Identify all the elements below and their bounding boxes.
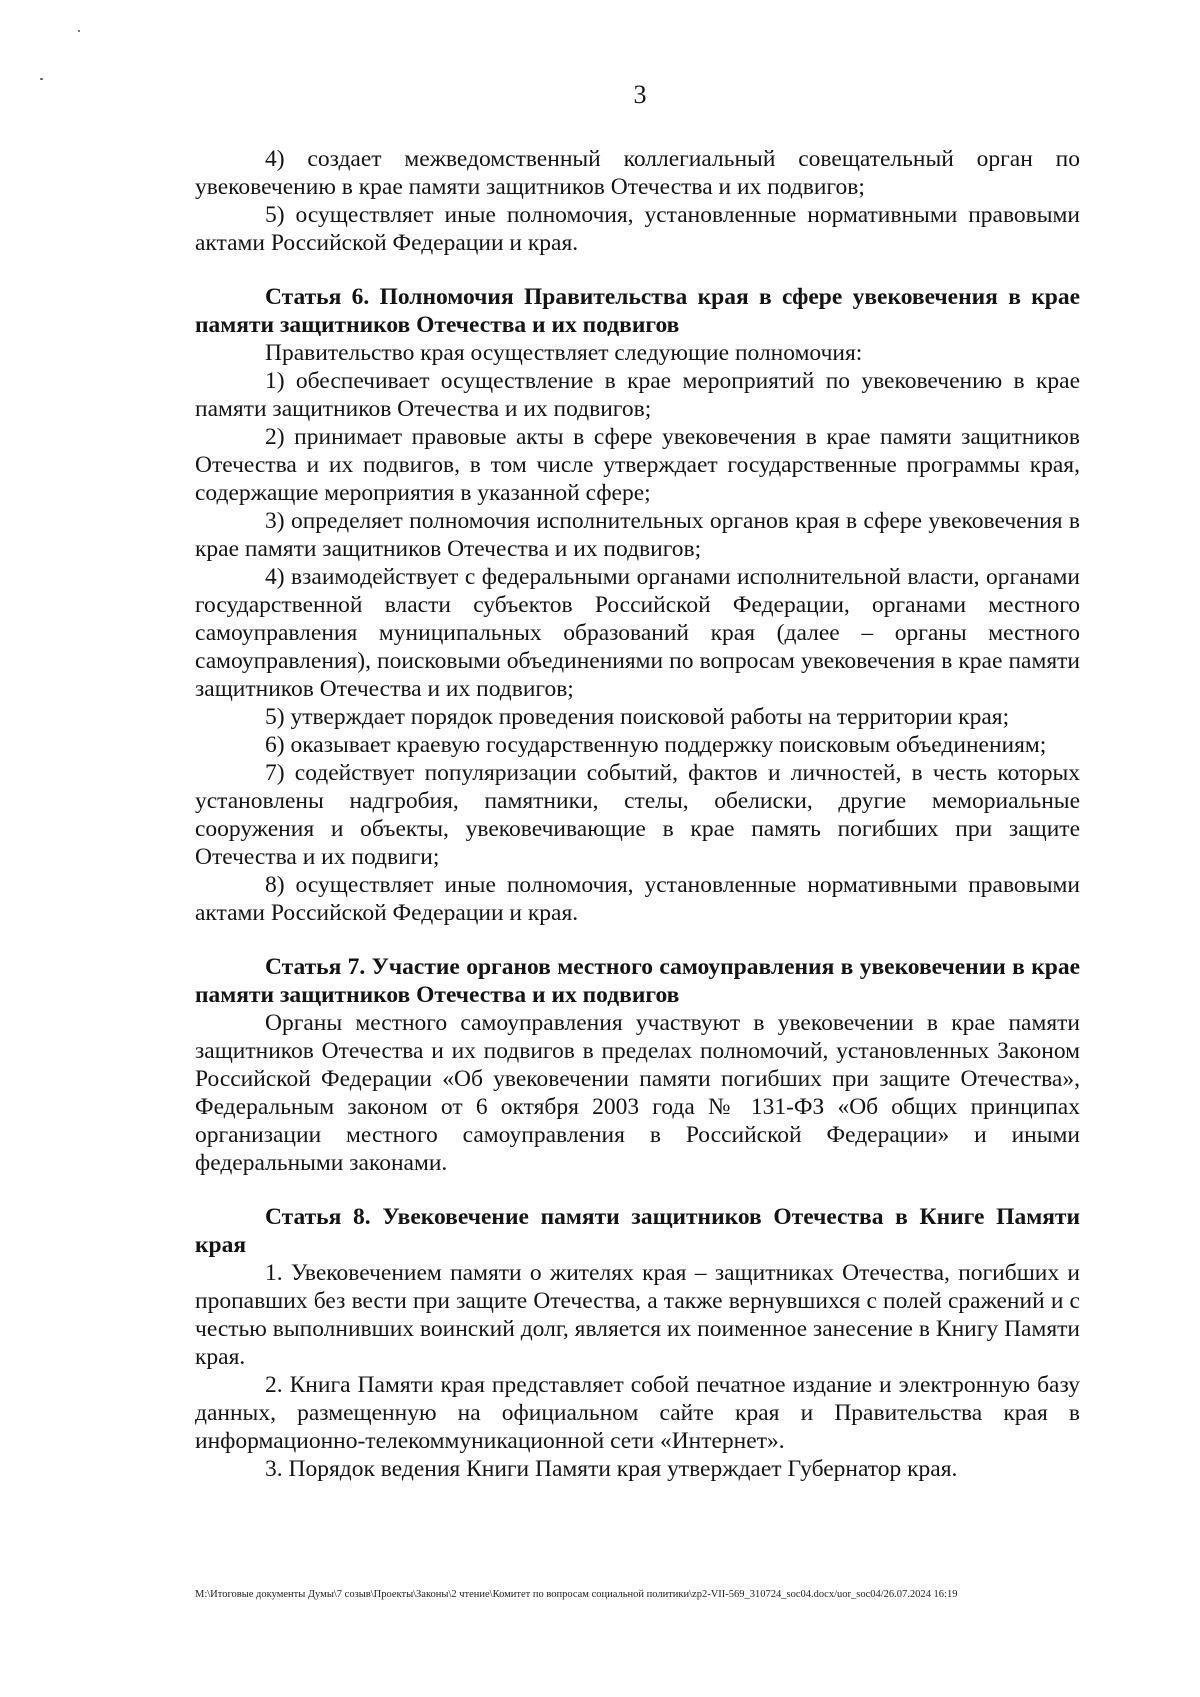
- article-8: [195, 1203, 1080, 1483]
- article-7: [195, 953, 1080, 1177]
- list-item: 5) утверждает порядок проведения поисковой работы на территории края;: [265, 704, 1010, 730]
- paragraph: 2. Книга Памяти края представляет собой печатное издание и электронную базу данных, размещенную на официальном сайте края и Правительства края в информационно-телекоммуникационной сети «Интернет».: [195, 1372, 1080, 1454]
- list-item: 2) принимает правовые акты в сфере увековечения в крае памяти защитников Отечества и их подвигов, в том числе утверждает государственные программы края, содержащие мероприятия в указанной сфере;: [195, 424, 1080, 506]
- scan-speck: [78, 30, 80, 32]
- paragraph: Органы местного самоуправления участвуют в увековечении в крае памяти защитников Отечества и их подвигов в пределах полномочий, установленных Законом Российской Федерации «Об увековечении памяти погибших при защите Отечества», Федеральным законом от 6 октября 2003 года № 131-ФЗ «Об общих принципах организации местного самоуправления в Российской Федерации» и иными федеральными законами.: [195, 1010, 1080, 1176]
- list-item: 3) определяет полномочия исполнительных органов края в сфере увековечения в крае памяти защитников Отечества и их подвигов;: [195, 508, 1080, 562]
- list-item: 6) оказывает краевую государственную поддержку поисковым объединениям;: [265, 732, 1047, 758]
- file-path-footer: M:\Итоговые документы Думы\7 созыв\Проекты\Законы\2 чтение\Комитет по вопросам социальной политики\zp2-VII-569_310724_soc04.docx/uor_soc04/26.07.2024 16:19: [195, 1589, 958, 1600]
- article-title: Статья 7. Участие органов местного самоуправления в увековечении в крае памяти защитников Отечества и их подвигов: [195, 954, 1080, 1008]
- list-item: 7) содействует популяризации событий, фактов и личностей, в честь которых установлены надгробия, памятники, стелы, обелиски, другие мемориальные сооружения и объекты, увековечивающие в крае память погибших при защите Отечества и их подвиги;: [195, 760, 1080, 870]
- document-body: [195, 145, 1080, 1483]
- article-6: [195, 283, 1080, 927]
- list-item: 5) осуществляет иные полномочия, установленные нормативными правовыми актами Российской Федерации и края.: [195, 202, 1080, 256]
- list-item: 1) обеспечивает осуществление в крае мероприятий по увековечению в крае памяти защитников Отечества и их подвигов;: [195, 368, 1080, 422]
- article-title: Статья 8. Увековечение памяти защитников Отечества в Книге Памяти края: [195, 1204, 1080, 1258]
- list-item: 8) осуществляет иные полномочия, установленные нормативными правовыми актами Российской Федерации и края.: [195, 872, 1080, 926]
- page-number: 3: [633, 80, 647, 109]
- list-item: 4) взаимодействует с федеральными органами исполнительной власти, органами государственной власти субъектов Российской Федерации, органами местного самоуправления муниципальных образований края (далее – органы местного самоуправления), поисковыми объединениями по вопросам увековечения в крае памяти защитников Отечества и их подвигов;: [195, 564, 1080, 702]
- list-item: 4) создает межведомственный коллегиальный совещательный орган по увековечению в крае памяти защитников Отечества и их подвигов;: [195, 146, 1080, 200]
- article-title: Статья 6. Полномочия Правительства края в сфере увековечения в крае памяти защитников Отечества и их подвигов: [195, 284, 1080, 338]
- paragraph: Правительство края осуществляет следующие полномочия:: [265, 340, 863, 366]
- paragraph: 1. Увековечением памяти о жителях края – защитниках Отечества, погибших и пропавших без вести при защите Отечества, а также вернувшихся с полей сражений и с честью выполнивших воинский долг, является их поименное занесение в Книгу Памяти края.: [195, 1260, 1080, 1370]
- paragraph: 3. Порядок ведения Книги Памяти края утверждает Губернатор края.: [265, 1456, 958, 1482]
